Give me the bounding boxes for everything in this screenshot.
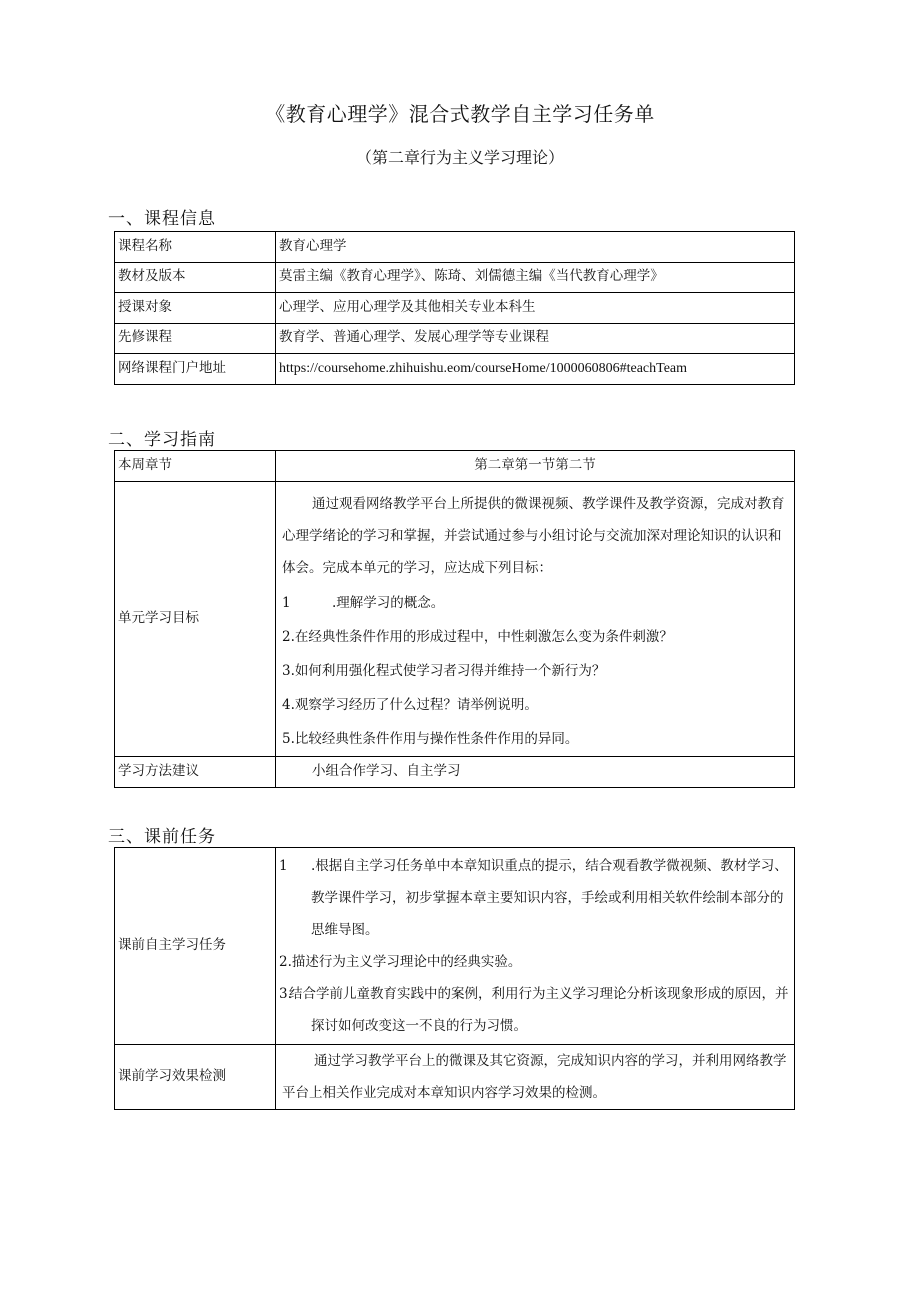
task-label: 课前自主学习任务 xyxy=(115,848,276,1045)
row-value: 教育学、普通心理学、发展心理学等专业课程 xyxy=(276,323,795,354)
chapter-label: 本周章节 xyxy=(115,451,276,482)
task-item: 1 .根据自主学习任务单中本章知识重点的提示，结合观看教学微视频、教材学习、教学课件学习，初步掌握本章主要知识内容，手绘或利用相关软件绘制本部分的思维导图。 xyxy=(279,858,788,938)
table-row xyxy=(115,354,795,385)
task-item: 3.结合学前儿童教育实践中的案例，利用行为主义学习理论分析该现象形成的原因，并探讨如何改变这一不良的行为习惯。 xyxy=(279,986,789,1034)
table-row xyxy=(115,293,795,324)
table-row xyxy=(115,757,795,788)
section-heading-course-info: 一、课程信息 xyxy=(108,209,216,229)
row-label: 教材及版本 xyxy=(115,262,276,293)
course-info-table xyxy=(114,231,795,385)
goal-item: 1 .理解学习的概念。 xyxy=(282,595,445,611)
table-row xyxy=(115,323,795,354)
portal-url[interactable]: https://coursehome.zhihuishu.eom/courseHome/1000060806#teachTeam xyxy=(276,354,795,385)
table-row xyxy=(115,451,795,482)
pre-class-table xyxy=(114,847,795,1110)
check-label: 课前学习效果检测 xyxy=(115,1045,276,1110)
goals-intro: 通过观看网络教学平台上所提供的微课视频、教学课件及教学资源，完成对教育心理学绪论的学习和掌握，并尝试通过参与小组讨论与交流加深对理论知识的认识和体会。完成本单元的学习，应达成下列目标： xyxy=(282,496,785,576)
table-row xyxy=(115,1045,795,1110)
section-heading-pre-class-tasks: 三、课前任务 xyxy=(108,827,216,847)
task-cell xyxy=(276,848,795,1045)
method-label: 学习方法建议 xyxy=(115,757,276,788)
study-guide-table xyxy=(114,450,795,788)
row-value: 教育心理学 xyxy=(276,232,795,263)
goals-label: 单元学习目标 xyxy=(115,482,276,757)
task-item: 2.描述行为主义学习理论中的经典实验。 xyxy=(279,954,522,970)
table-row xyxy=(115,232,795,263)
document-subtitle: （第二章行为主义学习理论） xyxy=(355,148,564,167)
goal-item: 4.观察学习经历了什么过程？请举例说明。 xyxy=(282,697,538,713)
table-row xyxy=(115,482,795,757)
row-label: 先修课程 xyxy=(115,323,276,354)
method-value: 小组合作学习、自主学习 xyxy=(276,757,795,788)
row-value: 莫雷主编《教育心理学》、陈琦、刘儒德主编《当代教育心理学》 xyxy=(276,262,795,293)
chapter-value: 第二章第一节第二节 xyxy=(276,451,795,482)
table-row xyxy=(115,848,795,1045)
row-label: 授课对象 xyxy=(115,293,276,324)
document-title: 《教育心理学》混合式教学自主学习任务单 xyxy=(265,102,655,126)
goal-item: 2.在经典性条件作用的形成过程中，中性刺激怎么变为条件刺激？ xyxy=(282,629,673,645)
goal-item: 3.如何利用强化程式使学习者习得并维持一个新行为？ xyxy=(282,663,606,679)
row-label: 网络课程门户地址 xyxy=(115,354,276,385)
goal-item: 5.比较经典性条件作用与操作性条件作用的异同。 xyxy=(282,731,579,747)
row-label: 课程名称 xyxy=(115,232,276,263)
goals-cell xyxy=(276,482,795,757)
check-value: 通过学习教学平台上的微课及其它资源，完成知识内容的学习，并利用网络教学平台上相关作业完成对本章知识内容学习效果的检测。 xyxy=(276,1045,795,1110)
table-row xyxy=(115,262,795,293)
row-value: 心理学、应用心理学及其他相关专业本科生 xyxy=(276,293,795,324)
section-heading-study-guide: 二、学习指南 xyxy=(108,430,216,450)
